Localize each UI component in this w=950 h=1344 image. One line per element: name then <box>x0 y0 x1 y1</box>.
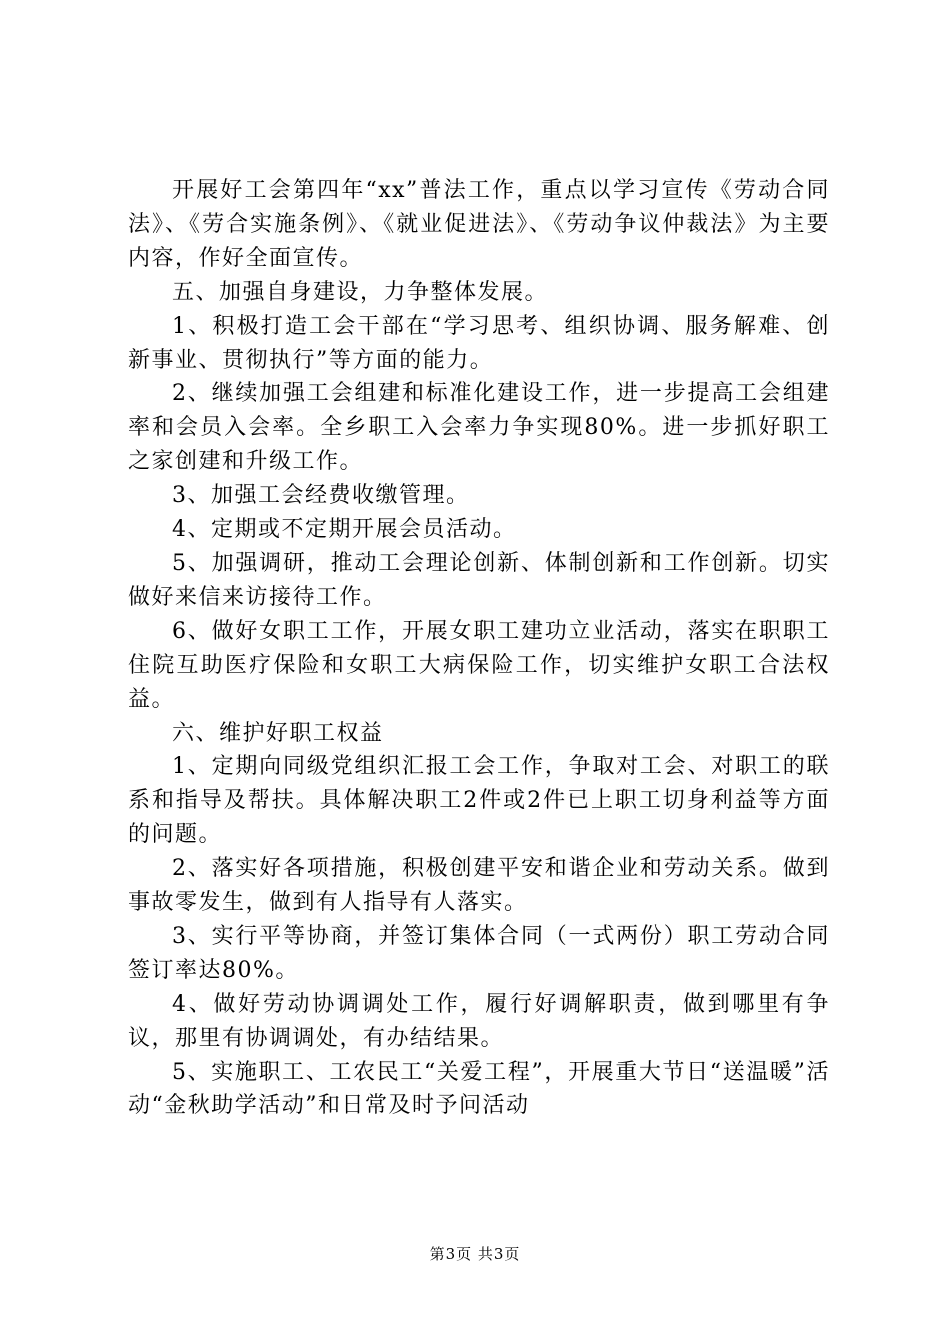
section-heading: 五、加强自身建设，力争整体发展。 <box>172 279 549 305</box>
paragraph: 5、实施职工、工农民工“关爱工程”，开展重大节日“送温暖”活动“金秋助学活动”和日常及时予问活动 <box>128 1059 830 1119</box>
paragraph: 3、加强工会经费收缴管理。 <box>172 483 470 509</box>
paragraph: 3、实行平等协商，并签订集体合同（一式两份）职工劳动合同签订率达80%。 <box>128 923 830 983</box>
page-number: 第3页 共3页 <box>429 1245 521 1263</box>
paragraph: 2、继续加强工会组建和标准化建设工作，进一步提高工会组建率和会员入会率。全乡职工入会率力争实现80%。进一步抓好职工之家创建和升级工作。 <box>128 381 830 475</box>
paragraph: 4、做好劳动协调调处工作，履行好调解职责，做到哪里有争议，那里有协调调处，有办结结果。 <box>128 991 830 1051</box>
paragraph: 4、定期或不定期开展会员活动。 <box>172 517 517 543</box>
paragraph: 1、积极打造工会干部在“学习思考、组织协调、服务解难、创新事业、贯彻执行”等方面的能力。 <box>128 313 830 373</box>
paragraph: 1、定期向同级党组织汇报工会工作，争取对工会、对职工的联系和指导及帮扶。具体解决职工2件或2件已上职工切身利益等方面的问题。 <box>128 754 830 848</box>
paragraph: 5、加强调研，推动工会理论创新、体制创新和工作创新。切实做好来信来访接待工作。 <box>128 550 830 610</box>
document-body <box>128 174 830 1123</box>
paragraph: 开展好工会第四年“xx”普法工作，重点以学习宣传《劳动合同法》、《劳合实施条例》、《就业促进法》、《劳动争议仲裁法》为主要内容，作好全面宣传。 <box>128 178 830 271</box>
section-heading: 六、维护好职工权益 <box>172 720 384 746</box>
paragraph: 2、落实好各项措施，积极创建平安和谐企业和劳动关系。做到事故零发生，做到有人指导有人落实。 <box>128 856 830 916</box>
page-footer <box>0 1244 950 1264</box>
paragraph: 6、做好女职工工作，开展女职工建功立业活动，落实在职职工住院互助医疗保险和女职工大病保险工作，切实维护女职工合法权益。 <box>128 618 830 712</box>
